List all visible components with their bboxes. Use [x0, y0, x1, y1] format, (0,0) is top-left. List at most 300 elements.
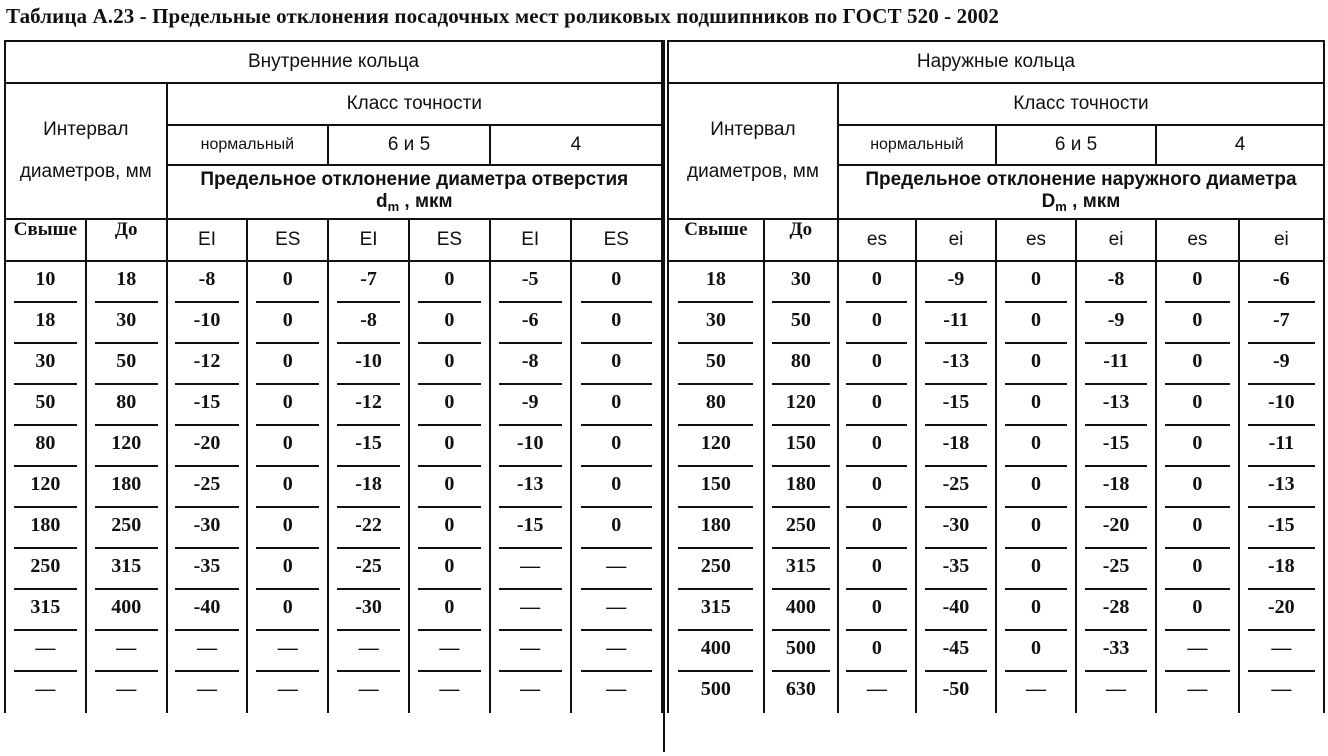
- cell-value: 0: [444, 554, 455, 577]
- table-row: [668, 631, 1324, 672]
- table-cell: [409, 303, 490, 344]
- cell-value: -9: [947, 267, 965, 290]
- cell-value: 120: [700, 431, 731, 454]
- deviation-unit: , мкм: [404, 190, 453, 212]
- cell-value: 630: [785, 677, 816, 700]
- table-cell: [916, 508, 996, 549]
- table-row: [668, 261, 1324, 303]
- table-cell: [1156, 467, 1239, 508]
- cell-value: —: [1187, 636, 1208, 659]
- inner-rings-table: [4, 40, 663, 713]
- table-cell: [1239, 303, 1324, 344]
- column-header: EI: [167, 219, 248, 261]
- cell-value: -11: [1103, 349, 1129, 372]
- outer-rings-table: [667, 40, 1325, 713]
- cell-value: -7: [360, 267, 377, 290]
- table-row: [5, 508, 662, 549]
- table-cell: [86, 344, 167, 385]
- cell-value: 250: [30, 554, 61, 577]
- cell-value: -45: [942, 636, 970, 659]
- column-header: ei: [1239, 219, 1324, 261]
- cell-value: 120: [30, 472, 61, 495]
- table-cell: [167, 508, 248, 549]
- cell-value: 0: [611, 390, 622, 413]
- cell-value: 0: [444, 349, 455, 372]
- column-header-row: [668, 219, 1324, 261]
- table-cell: [996, 549, 1076, 590]
- table-cell: [1156, 385, 1239, 426]
- table-cell: [996, 672, 1076, 713]
- column-header: EI: [490, 219, 571, 261]
- table-cell: [1076, 590, 1156, 631]
- table-cell: [328, 344, 409, 385]
- inner-rings-panel: [4, 40, 663, 752]
- table-cell: [1239, 631, 1324, 672]
- cell-value: —: [1106, 677, 1127, 700]
- cell-value: 0: [611, 513, 622, 536]
- table-row: [668, 344, 1324, 385]
- table-cell: [247, 549, 328, 590]
- table-row: [5, 426, 662, 467]
- table-title: Таблица А.23 - Предельные отклонения посадочных мест роликовых подшипников по ГОСТ 520 - 2002: [6, 4, 1000, 28]
- cell-value: -15: [355, 431, 382, 454]
- cell-value: -13: [1102, 390, 1130, 413]
- table-cell: [838, 344, 916, 385]
- table-row: [5, 467, 662, 508]
- table-cell: [490, 467, 571, 508]
- table-cell: [764, 631, 838, 672]
- table-cell: [996, 303, 1076, 344]
- cell-value: -20: [193, 431, 221, 454]
- table-cell: [5, 344, 86, 385]
- table-cell: [996, 261, 1076, 303]
- table-cell: [86, 631, 167, 672]
- column-header: es: [996, 219, 1076, 261]
- cell-value: 0: [444, 595, 455, 618]
- column-header: До: [86, 219, 167, 261]
- cell-value: 0: [871, 595, 882, 618]
- deviation-subscript: m: [1055, 198, 1067, 214]
- cell-value: —: [277, 636, 298, 659]
- cell-value: 0: [1192, 431, 1203, 454]
- cell-value: -9: [521, 390, 539, 413]
- table-cell: [668, 467, 764, 508]
- table-cell: [1156, 303, 1239, 344]
- class-6-5: 6 и 5: [328, 125, 490, 165]
- cell-value: -15: [1268, 513, 1295, 536]
- cell-value: 0: [1031, 267, 1041, 290]
- table-cell: [1076, 426, 1156, 467]
- cell-value: -13: [516, 472, 544, 495]
- table-cell: [764, 303, 838, 344]
- cell-value: 120: [111, 431, 142, 454]
- cell-value: —: [520, 554, 541, 577]
- table-cell: [247, 385, 328, 426]
- table-row: [5, 344, 662, 385]
- cell-value: 30: [35, 349, 56, 372]
- table-cell: [668, 549, 764, 590]
- cell-value: 400: [785, 595, 816, 618]
- cell-value: 50: [705, 349, 726, 372]
- table-cell: [490, 590, 571, 631]
- table-cell: [1239, 426, 1324, 467]
- table-cell: [668, 261, 764, 303]
- cell-value: 0: [1031, 431, 1041, 454]
- table-cell: [490, 426, 571, 467]
- column-header: ES: [571, 219, 662, 261]
- table-cell: [167, 549, 248, 590]
- class-normal: нормальный: [167, 125, 329, 165]
- table-cell: [1076, 344, 1156, 385]
- table-cell: [328, 508, 409, 549]
- table-cell: [490, 549, 571, 590]
- cell-value: 0: [282, 595, 293, 618]
- column-header-row: [5, 219, 662, 261]
- cell-value: -11: [943, 308, 969, 331]
- cell-value: -25: [355, 554, 382, 577]
- cell-value: —: [1026, 677, 1046, 700]
- table-row: [5, 549, 662, 590]
- cell-value: 0: [871, 636, 882, 659]
- table-cell: [1076, 631, 1156, 672]
- cell-value: -15: [942, 390, 970, 413]
- cell-value: 500: [785, 636, 816, 659]
- cell-value: -8: [360, 308, 377, 331]
- deviation-unit: , мкм: [1072, 190, 1121, 212]
- cell-value: 250: [111, 513, 142, 536]
- table-cell: [838, 426, 916, 467]
- cell-value: —: [606, 636, 627, 659]
- table-row: [5, 303, 662, 344]
- table-cell: [764, 385, 838, 426]
- table-cell: [916, 385, 996, 426]
- deviation-symbol: D: [1041, 190, 1056, 212]
- table-cell: [247, 303, 328, 344]
- column-header: es: [838, 219, 916, 261]
- table-cell: [916, 303, 996, 344]
- table-cell: [5, 467, 86, 508]
- table-cell: [409, 261, 490, 303]
- cell-value: —: [277, 677, 298, 700]
- cell-value: 0: [871, 513, 882, 536]
- cell-value: -30: [355, 595, 382, 618]
- table-cell: [571, 631, 662, 672]
- cell-value: 0: [1031, 472, 1041, 495]
- table-cell: [1156, 261, 1239, 303]
- column-header: EI: [328, 219, 409, 261]
- table-cell: [1156, 590, 1239, 631]
- table-cell: [764, 467, 838, 508]
- cell-value: —: [1271, 677, 1292, 700]
- table-cell: [996, 631, 1076, 672]
- section-header: Внутренние кольца: [5, 41, 662, 83]
- cell-value: —: [35, 636, 56, 659]
- table-cell: [571, 261, 662, 303]
- table-cell: [5, 303, 86, 344]
- cell-value: -9: [1273, 349, 1290, 372]
- table-cell: [1156, 344, 1239, 385]
- cell-value: —: [1271, 636, 1292, 659]
- cell-value: 30: [790, 267, 811, 290]
- cell-value: 0: [282, 267, 293, 290]
- table-cell: [1239, 261, 1324, 303]
- cell-value: 0: [871, 554, 882, 577]
- cell-value: 80: [35, 431, 56, 454]
- table-row: [5, 590, 662, 631]
- table-cell: [247, 344, 328, 385]
- table-cell: [764, 426, 838, 467]
- table-cell: [167, 385, 248, 426]
- table-cell: [490, 344, 571, 385]
- table-cell: [838, 590, 916, 631]
- column-header: До: [764, 219, 838, 261]
- table-cell: [167, 590, 248, 631]
- cell-value: -10: [355, 349, 382, 372]
- table-row: [5, 261, 662, 303]
- deviation-header: [167, 165, 662, 219]
- class-normal: нормальный: [838, 125, 996, 165]
- cell-value: 0: [1192, 267, 1203, 290]
- table-cell: [838, 303, 916, 344]
- table-cell: [916, 672, 996, 713]
- cell-value: —: [196, 677, 217, 700]
- cell-value: —: [520, 636, 541, 659]
- deviation-label: Предельное отклонение наружного диаметра: [865, 169, 1297, 191]
- cell-value: -40: [193, 595, 221, 618]
- table-cell: [1156, 426, 1239, 467]
- table-cell: [668, 426, 764, 467]
- cell-value: 0: [1031, 390, 1041, 413]
- table-row: [668, 426, 1324, 467]
- table-cell: [916, 261, 996, 303]
- cell-value: 10: [35, 267, 56, 290]
- table-cell: [571, 508, 662, 549]
- table-cell: [1239, 467, 1324, 508]
- table-cell: [247, 508, 328, 549]
- cell-value: -9: [1107, 308, 1125, 331]
- column-header: ei: [916, 219, 996, 261]
- cell-value: 18: [116, 267, 137, 290]
- cell-value: -13: [942, 349, 970, 372]
- table-cell: [167, 631, 248, 672]
- cell-value: —: [606, 595, 627, 618]
- table-cell: [838, 549, 916, 590]
- cell-value: 0: [444, 513, 455, 536]
- cell-value: 0: [1031, 513, 1041, 536]
- interval-label-line1: Интервал: [710, 119, 796, 141]
- table-cell: [167, 261, 248, 303]
- table-row: [668, 672, 1324, 713]
- table-cell: [916, 344, 996, 385]
- table-row: [668, 303, 1324, 344]
- deviation-subscript: m: [387, 198, 400, 214]
- interval-header: [668, 83, 838, 219]
- deviation-header: [838, 165, 1324, 219]
- table-cell: [247, 590, 328, 631]
- table-cell: [328, 261, 409, 303]
- inner-rings-body: [5, 261, 662, 713]
- cell-value: 0: [444, 390, 455, 413]
- table-cell: [668, 303, 764, 344]
- cell-value: -33: [1102, 636, 1130, 659]
- table-cell: [764, 508, 838, 549]
- cell-value: -22: [355, 513, 382, 536]
- cell-value: —: [439, 677, 460, 700]
- table-cell: [409, 467, 490, 508]
- table-cell: [328, 549, 409, 590]
- cell-value: -10: [193, 308, 221, 331]
- cell-value: 150: [785, 431, 816, 454]
- cell-value: 180: [30, 513, 61, 536]
- table-cell: [996, 426, 1076, 467]
- cell-value: 0: [1031, 554, 1041, 577]
- cell-value: —: [116, 636, 137, 659]
- table-cell: [668, 590, 764, 631]
- cell-value: 0: [1192, 595, 1203, 618]
- table-cell: [167, 426, 248, 467]
- table-cell: [1076, 467, 1156, 508]
- table-cell: [167, 303, 248, 344]
- cell-value: -10: [1268, 390, 1295, 413]
- table-cell: [996, 344, 1076, 385]
- cell-value: 0: [871, 390, 882, 413]
- cell-value: —: [1187, 677, 1208, 700]
- cell-value: 80: [705, 390, 726, 413]
- cell-value: -20: [1268, 595, 1295, 618]
- cell-value: 180: [700, 513, 731, 536]
- cell-value: 0: [282, 554, 293, 577]
- table-cell: [490, 508, 571, 549]
- cell-value: 0: [282, 431, 293, 454]
- accuracy-class-header: Класс точности: [838, 83, 1324, 125]
- table-cell: [1076, 549, 1156, 590]
- cell-value: 315: [785, 554, 816, 577]
- table-cell: [409, 508, 490, 549]
- table-cell: [5, 426, 86, 467]
- table-cell: [247, 467, 328, 508]
- cell-value: —: [606, 677, 627, 700]
- cell-value: -28: [1102, 595, 1130, 618]
- cell-value: -50: [942, 677, 970, 700]
- table-cell: [996, 508, 1076, 549]
- table-cell: [838, 631, 916, 672]
- column-header: Свыше: [5, 219, 86, 261]
- table-cell: [5, 631, 86, 672]
- table-cell: [571, 549, 662, 590]
- cell-value: —: [358, 677, 379, 700]
- cell-value: -10: [516, 431, 544, 454]
- cell-value: 250: [785, 513, 816, 536]
- cell-value: 0: [282, 513, 293, 536]
- cell-value: 0: [1031, 308, 1041, 331]
- table-cell: [1239, 549, 1324, 590]
- column-header: es: [1156, 219, 1239, 261]
- cell-value: -25: [193, 472, 221, 495]
- cell-value: 0: [282, 472, 293, 495]
- table-cell: [1076, 672, 1156, 713]
- cell-value: -18: [1102, 472, 1130, 495]
- table-cell: [668, 344, 764, 385]
- table-cell: [764, 672, 838, 713]
- table-cell: [490, 303, 571, 344]
- cell-value: -15: [516, 513, 544, 536]
- cell-value: 50: [116, 349, 137, 372]
- table-cell: [328, 590, 409, 631]
- table-row: [5, 631, 662, 672]
- table-cell: [86, 426, 167, 467]
- table-cell: [571, 672, 662, 713]
- table-cell: [409, 385, 490, 426]
- table-cell: [916, 549, 996, 590]
- cell-value: 0: [611, 349, 622, 372]
- cell-value: 0: [871, 431, 882, 454]
- cell-value: 315: [111, 554, 142, 577]
- table-cell: [328, 426, 409, 467]
- table-cell: [1156, 508, 1239, 549]
- cell-value: —: [606, 554, 627, 577]
- cell-value: -40: [942, 595, 970, 618]
- table-cell: [167, 344, 248, 385]
- cell-value: 0: [444, 431, 455, 454]
- cell-value: -12: [193, 349, 221, 372]
- table-cell: [167, 672, 248, 713]
- table-cell: [668, 385, 764, 426]
- cell-value: 0: [1031, 636, 1041, 659]
- cell-value: 250: [700, 554, 731, 577]
- table-cell: [86, 385, 167, 426]
- cell-value: 0: [1192, 308, 1203, 331]
- table-cell: [5, 508, 86, 549]
- table-cell: [409, 672, 490, 713]
- table-cell: [409, 590, 490, 631]
- cell-value: 18: [705, 267, 726, 290]
- cell-value: -6: [521, 308, 539, 331]
- table-cell: [571, 344, 662, 385]
- cell-value: 0: [611, 431, 622, 454]
- table-cell: [247, 426, 328, 467]
- cell-value: 120: [785, 390, 816, 413]
- table-cell: [764, 590, 838, 631]
- table-cell: [490, 631, 571, 672]
- cell-value: 0: [611, 308, 622, 331]
- cell-value: -13: [1268, 472, 1295, 495]
- table-cell: [490, 385, 571, 426]
- section-header: Наружные кольца: [668, 41, 1324, 83]
- cell-value: 0: [1031, 595, 1041, 618]
- table-cell: [247, 261, 328, 303]
- cell-value: 315: [30, 595, 61, 618]
- cell-value: 0: [444, 308, 455, 331]
- cell-value: -11: [1268, 431, 1295, 454]
- table-cell: [409, 344, 490, 385]
- table-cell: [916, 631, 996, 672]
- table-cell: [764, 344, 838, 385]
- cell-value: 0: [282, 308, 293, 331]
- table-cell: [5, 549, 86, 590]
- cell-value: 80: [116, 390, 137, 413]
- table-cell: [838, 508, 916, 549]
- accuracy-class-header: Класс точности: [167, 83, 662, 125]
- cell-value: 0: [871, 308, 882, 331]
- table-cell: [1239, 672, 1324, 713]
- table-cell: [409, 426, 490, 467]
- column-header: Свыше: [668, 219, 764, 261]
- cell-value: -25: [942, 472, 970, 495]
- interval-header: [5, 83, 167, 219]
- table-row: [668, 385, 1324, 426]
- cell-value: -35: [193, 554, 221, 577]
- table-cell: [838, 385, 916, 426]
